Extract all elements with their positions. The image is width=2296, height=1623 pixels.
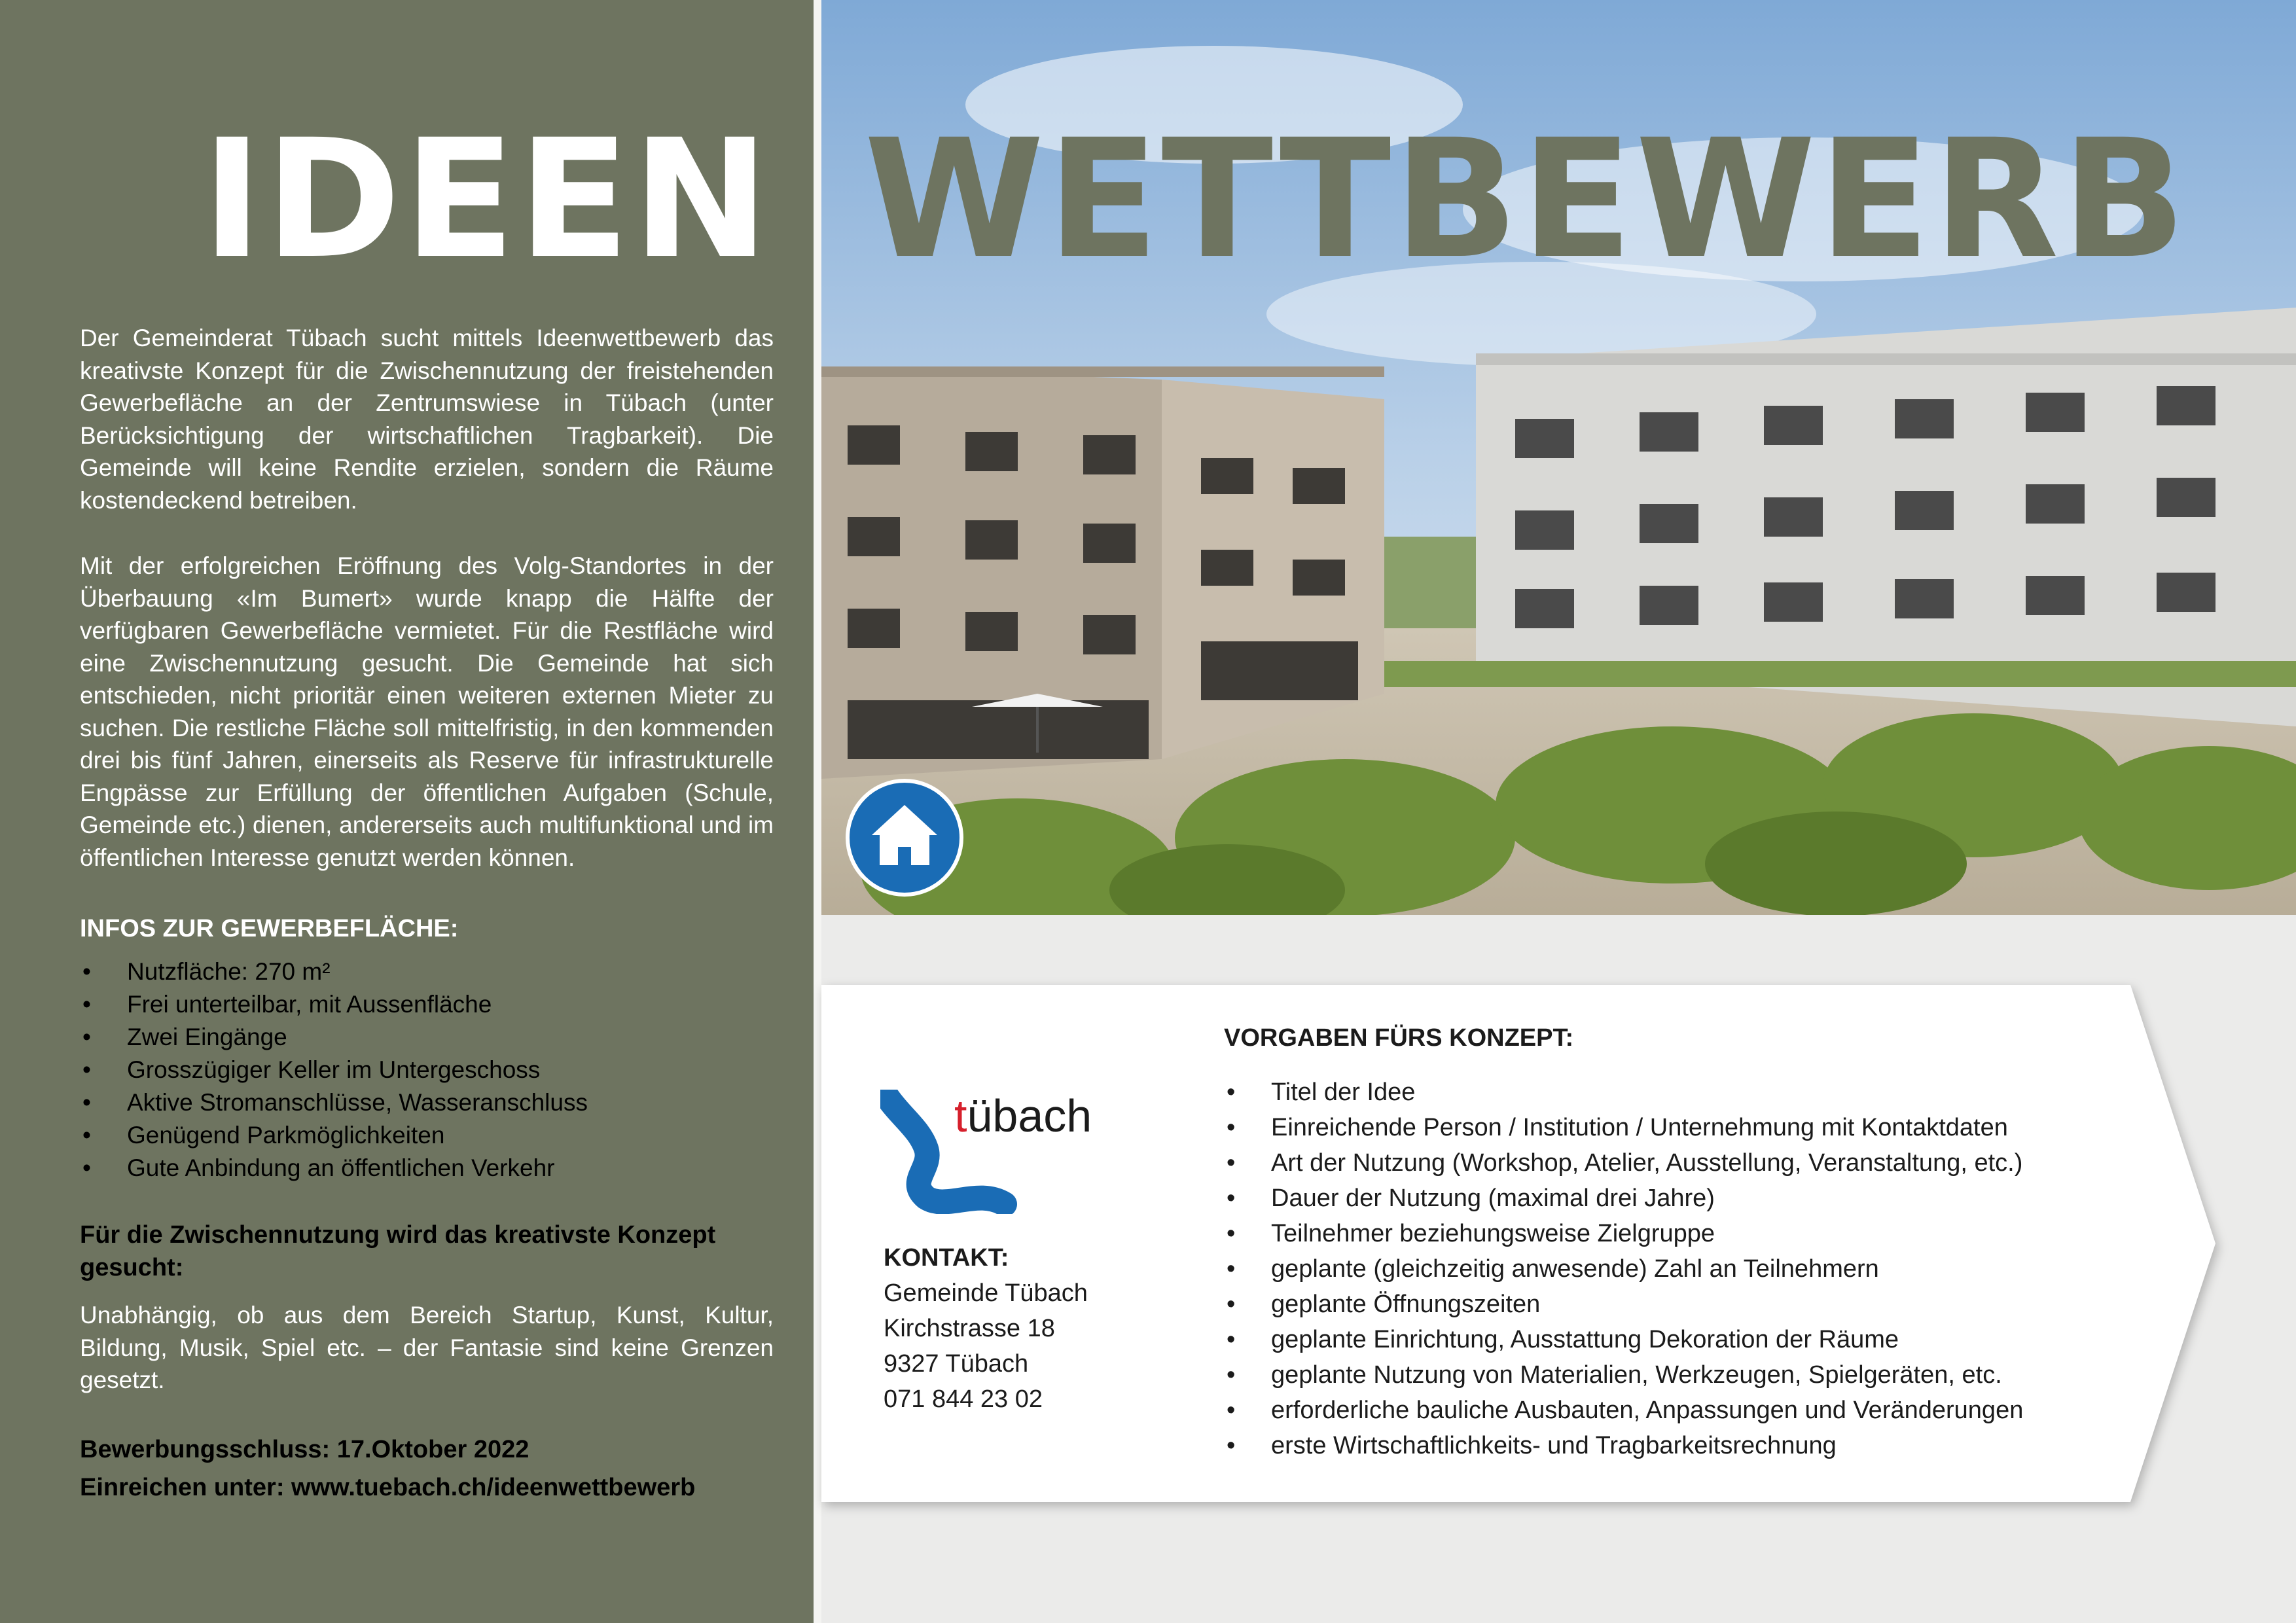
list-item: • Dauer der Nutzung (maximal drei Jahre) <box>1224 1181 2023 1216</box>
list-item: • Nutzfläche: 270 m² <box>80 955 588 988</box>
list-item: • geplante Öffnungszeiten <box>1224 1287 2023 1322</box>
intro-paragraph-2: Mit der erfolgreichen Eröffnung des Volg-Standortes in der Überbauung «Im Bumert» wurde knapp die Hälfte der verfügbaren Gewerbefläche vermietet. Für die Restfläche wird eine Zwischennutzung gesucht. Die Gemeinde hat sich entschieden, nicht prioritär einen weiteren externen Mieter zu suchen. Die restliche Fläche soll mittelfristig, in den kommenden drei bis fünf Jahren, einerseits als Reserve für infrastrukturelle Engpässe zur Erfüllung der öffentlichen Aufgaben (Schule, Gemeinde etc.) dienen, andererseits auch multifunktional und im öffentlichen Interesse genutzt werden können. <box>80 552 774 871</box>
list-item: • geplante Nutzung von Materialien, Werkzeugen, Spielgeräten, etc. <box>1224 1357 2023 1393</box>
concept-text: Unabhängig, ob aus dem Bereich Startup, Kunst, Kultur, Bildung, Musik, Spiel etc. – der Fantasie sind keine Grenzen gesetzt. <box>80 1302 774 1393</box>
infos-heading: INFOS ZUR GEWERBEFLÄCHE: <box>80 915 459 942</box>
list-item: • erste Wirtschaftlichkeits- und Tragbarkeitsrechnung <box>1224 1428 2023 1463</box>
list-item: • Frei unterteilbar, mit Aussenfläche <box>80 988 588 1021</box>
deadline: Bewerbungsschluss: 17.Oktober 2022 <box>80 1436 529 1463</box>
list-item: • Zwei Eingänge <box>80 1021 588 1054</box>
contact-block <box>884 1240 1088 1417</box>
requirements-list <box>1224 1075 2023 1463</box>
panel-divider <box>814 0 821 1623</box>
home-badge <box>846 779 963 897</box>
list-item: • Titel der Idee <box>1224 1075 2023 1110</box>
contact-line: 9327 Tübach <box>884 1350 1029 1378</box>
logo-t: t <box>954 1090 967 1141</box>
submit-link[interactable]: Einreichen unter: www.tuebach.ch/ideenwettbewerb <box>80 1474 696 1501</box>
list-item: • erforderliche bauliche Ausbauten, Anpassungen und Veränderungen <box>1224 1393 2023 1428</box>
list-item: • Teilnehmer beziehungsweise Zielgruppe <box>1224 1216 2023 1251</box>
list-item: • Art der Nutzung (Workshop, Atelier, Ausstellung, Veranstaltung, etc.) <box>1224 1145 2023 1181</box>
infos-list <box>80 955 588 1185</box>
list-item: • geplante Einrichtung, Ausstattung Dekoration der Räume <box>1224 1322 2023 1357</box>
headline-ideen: IDEEN <box>202 104 772 294</box>
contact-title: KONTAKT: <box>884 1244 1009 1272</box>
contact-phone[interactable]: 071 844 23 02 <box>884 1385 1043 1413</box>
list-item: • Einreichende Person / Institution / Unternehmung mit Kontaktdaten <box>1224 1110 2023 1145</box>
headline-wettbewerb: WETTBEWERB <box>864 104 2189 294</box>
logo-rest: übach <box>967 1090 1092 1141</box>
contact-line: Kirchstrasse 18 <box>884 1315 1055 1342</box>
list-item: • Gute Anbindung an öffentlichen Verkehr <box>80 1152 588 1185</box>
list-item: • Aktive Stromanschlüsse, Wasseranschluss <box>80 1086 588 1119</box>
requirements-heading: VORGABEN FÜRS KONZEPT: <box>1224 1024 1574 1052</box>
logo-wordmark <box>954 1090 1092 1142</box>
list-item: • Grosszügiger Keller im Untergeschoss <box>80 1054 588 1086</box>
home-icon <box>868 800 941 873</box>
contact-line: Gemeinde Tübach <box>884 1279 1088 1307</box>
concept-heading: Für die Zwischennutzung wird das kreativste Konzept gesucht: <box>80 1221 716 1281</box>
list-item: • geplante (gleichzeitig anwesende) Zahl an Teilnehmern <box>1224 1251 2023 1287</box>
list-item: • Genügend Parkmöglichkeiten <box>80 1119 588 1152</box>
intro-paragraph-1: Der Gemeinderat Tübach sucht mittels Ideenwettbewerb das kreativste Konzept für die Zwischennutzung der freistehenden Gewerbefläche an der Zentrumswiese in Tübach (unter Berücksichtigung der wirtschaftlichen Tragbarkeit). Die Gemeinde will keine Rendite erzielen, sondern die Räume kostendeckend betreiben. <box>80 325 774 514</box>
